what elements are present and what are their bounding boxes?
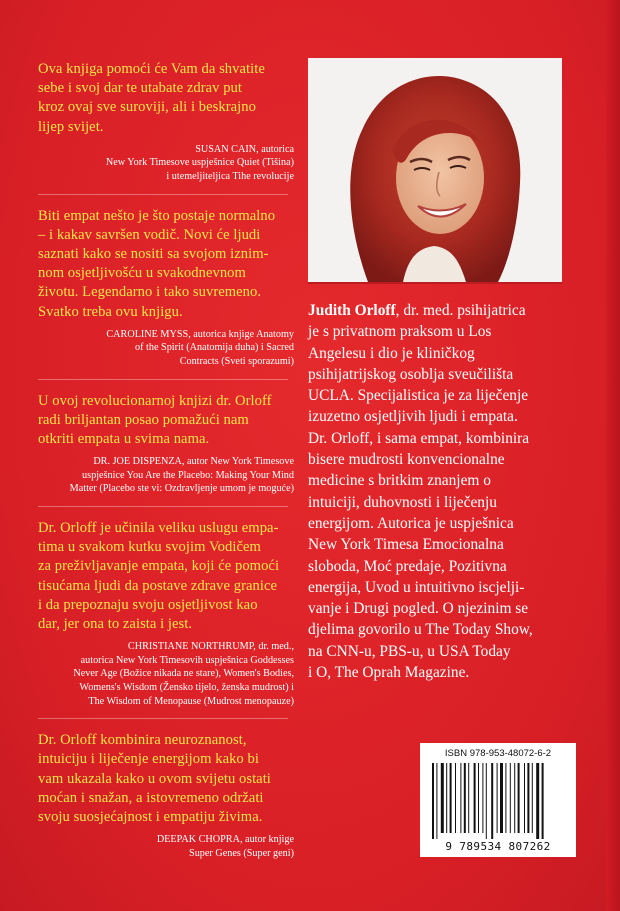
quote-attribution-rest: , autor knjige Super Genes (Super geni) [189,834,294,859]
barcode-bar [460,763,461,833]
barcode-bar [486,763,487,839]
quote-author: DEEPAK CHOPRA [156,834,240,846]
quote-attribution [38,143,294,184]
separator [38,194,288,195]
quote-attribution-rest: , autor New York Timesove uspješnice You Are the Placebo: Making Your Mind Matter (Placebo ste vi: Ozdravljenje umom je moguće) [69,456,294,495]
barcode-digits: 9 789534 807262 [445,840,551,853]
author-photo [308,58,562,284]
quote-author: SUSAN CAIN [195,143,257,155]
barcode-bar [542,763,544,839]
endorsement-quote [38,392,294,496]
barcode-bar [505,763,506,833]
quote-text: Ova knjiga pomoći će Vam da shvatite sebe i svoj dar te utabate zdrav put kroz ovaj sve suroviji, ali i beskrajno lijep svijet. [38,61,265,135]
quote-text: Dr. Orloff kombinira neuroznanost, intuiciju i liječenje energijom kako bi vam ukazala kako u ovom svijetu ostati moćan i snažan, a istovremeno održati svoju suosjećajnost i empatiju živima. [38,732,271,825]
quote-text: Dr. Orloff je učinila veliku uslugu empa- tima u svakom kutku svojim Vodičem za preživljavanje empata, koji će pomoći tisućama ljudi da postave zdrave granice i da prepoznaju svoju osjetljivost kao dar, jer ona to zaista i jest. [38,519,280,632]
quote-text: Biti empat nešto je što postaje normalno – i kakav savršen vodič. Novi će ljudi saznati kako se nositi sa svojom iznim- nom osjetljivošću u svakodnevnom životu. Legendarno i tako suvremeno. Svatko treba ovu knjigu. [38,207,276,320]
barcode-bar [474,763,476,833]
author-name: Judith Orloff [308,302,396,319]
barcode-bar [450,763,452,833]
barcode-bar [536,763,539,839]
barcode-bar [482,763,483,833]
barcode-bar [446,763,447,833]
endorsement-quote [38,519,294,708]
quote-author: CHRISTIANE NORTHRUMP [127,641,254,653]
barcode-bar [441,763,444,833]
isbn-barcode [420,743,576,857]
quote-attribution-rest: , autorica New York Timesove uspješnice Quiet (Tišina) i utemeljiteljica Tihe revolucije [105,143,294,182]
endorsement-quote [38,207,294,369]
spine-edge [606,0,620,911]
quote-author: CAROLINE MYSS [106,328,189,340]
endorsement-quote [38,60,294,184]
quote-text: U ovoj revolucionarnoj knjizi dr. Orloff radi briljantan posao pomažući nam otkriti empata u svima nama. [38,392,272,447]
barcode-bar [514,763,515,833]
quote-attribution-rest: , dr. med., autorica New York Timesovih uspješnica Goddesses Never Age (Božice nikada ne stare), Women's Bodies, Womens's Wisdom (Žensko tijelo, ženska mudrost) i The Wisdom of Menopause (Mudrost menopauze) [73,641,294,707]
separator [38,379,288,380]
author-portrait-illustration [308,58,562,282]
author-bio-text: , dr. med. psihijatrica je s privatnom praksom u Los Angelesu i dio je kliničkog psihijatrijskog osoblja sveučilišta UCLA. Specijalistica je za liječenje izuzetno osjetljivih ljudi i empata. Dr. Orloff, i sama empat, kombinira bisere mudrosti konvencionalne medicine s britkim znanjem o intuiciji, duhovnosti i liječenju energijom. Autorica je uspješnica New York Timesa Emocionalna sloboda, Moć predaje, Pozitivna energija, Uvod u intuitivno iscjelji- vanje i Drugi pogled. O njezinim se djelima govorilo u The Today Show, na CNN-u, PBS-u, u USA Today i O, The Oprah Magazine. [308,302,533,682]
quote-attribution [38,455,294,496]
quote-attribution-rest: , autorica knjige Anatomy of the Spirit (Anatomija duha) i Sacred Contracts (Sveti sporazumi) [135,328,294,367]
barcode-bar [464,763,466,833]
barcode-bar [436,763,437,839]
barcode-bar [455,763,456,833]
quote-author: DR. JOE DISPENZA [93,456,182,468]
barcode-bar [432,763,434,839]
quote-attribution [38,833,294,860]
author-bio [308,300,572,683]
barcode-bar [478,763,479,833]
isbn-label: ISBN 978-953-48072-6-2 [444,748,552,759]
barcode-bar [524,763,525,833]
barcode-bar [510,763,511,833]
barcode-bars [430,763,566,839]
barcode-bar [518,763,520,833]
barcode-bar [500,763,503,833]
endorsement-quote [38,731,294,860]
quote-attribution [38,328,294,369]
quote-attribution [38,640,294,708]
barcode-bar [468,763,469,833]
barcode-bar [497,763,498,833]
barcode-bar [532,763,533,833]
separator [38,718,288,719]
separator [38,506,288,507]
barcode-bar [527,763,529,833]
endorsements-column [38,60,294,870]
barcode-bar [491,763,493,839]
